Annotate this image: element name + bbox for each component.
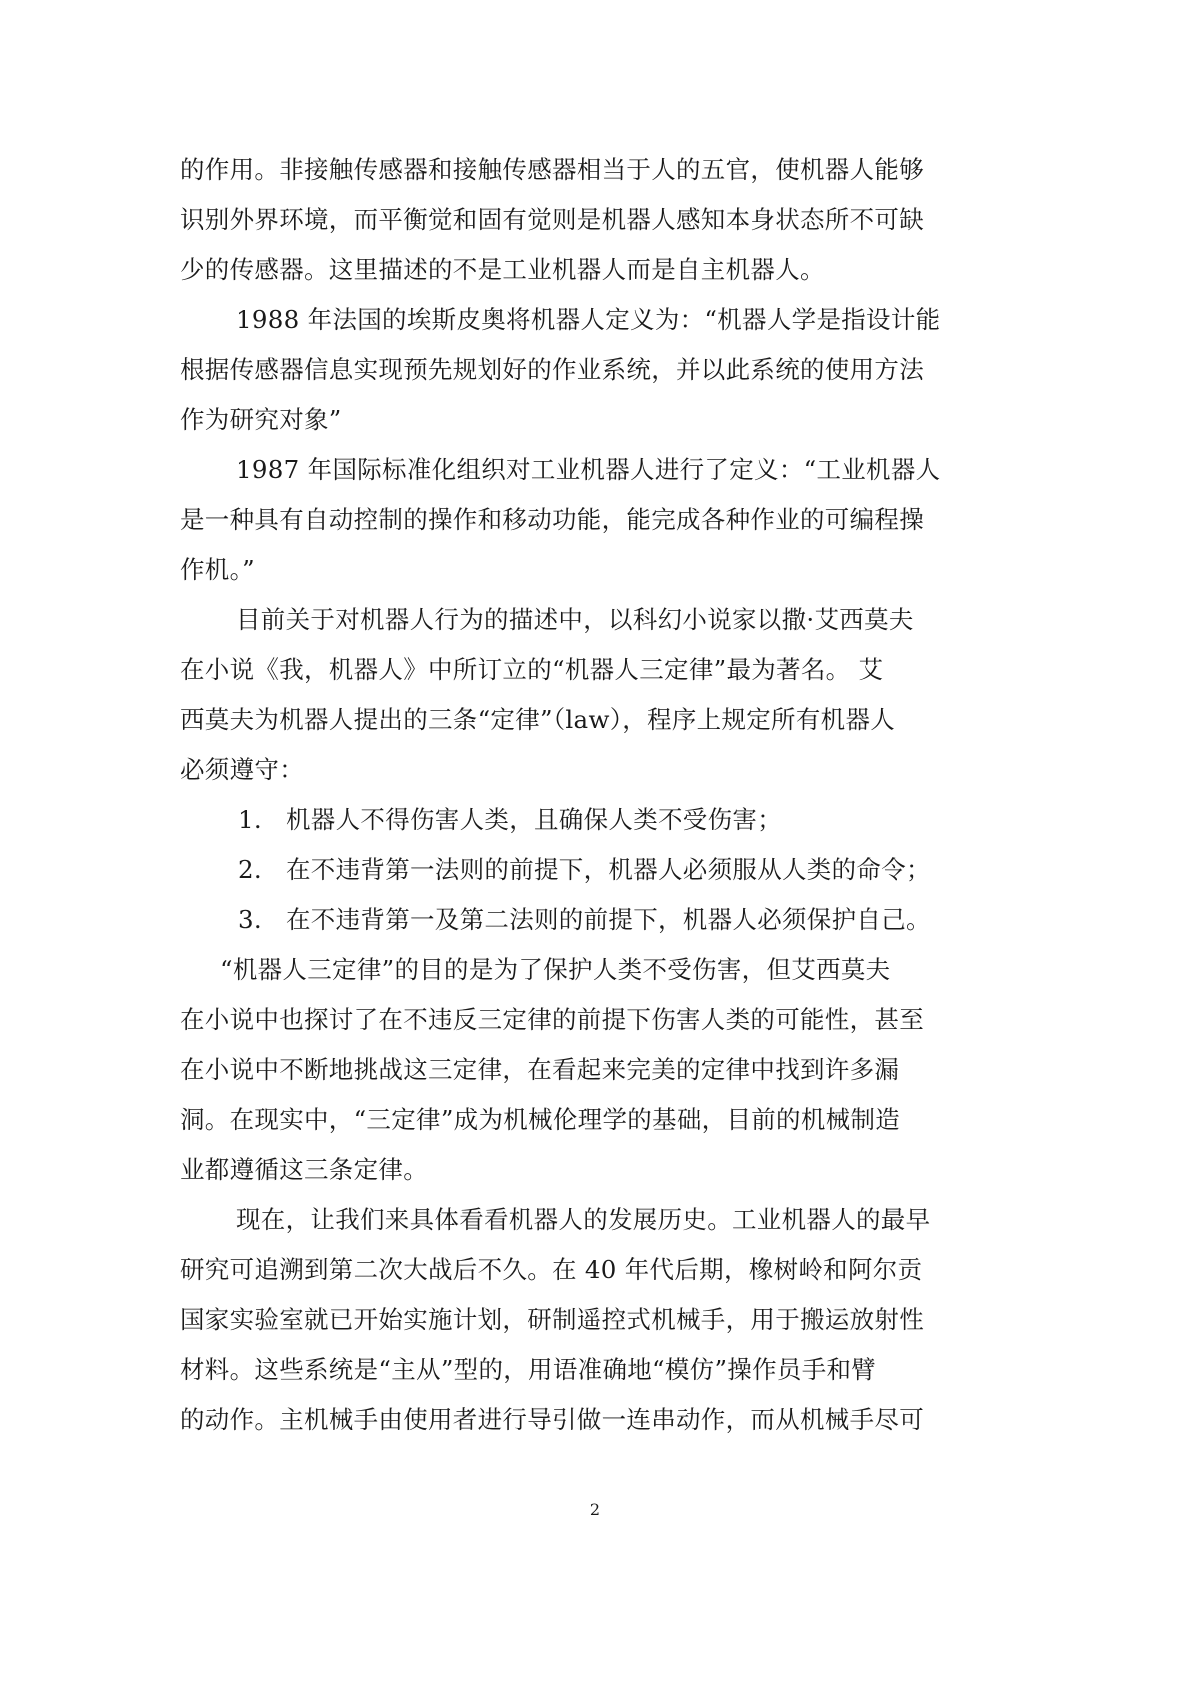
- list-item: [180, 895, 1010, 945]
- paragraph-robot-history: [180, 1195, 1010, 1445]
- text-line: “机器人三定律”的目的是为了保护人类不受伤害，但艾西莫夫: [220, 955, 891, 984]
- text-line: 1987 年国际标准化组织对工业机器人进行了定义：“工业机器人: [236, 455, 941, 484]
- text-line: 材料。这些系统是“主从”型的，用语准确地“模仿”操作员手和臂: [180, 1355, 877, 1384]
- list-item: [180, 845, 1010, 895]
- text-line: 在小说《我，机器人》中所订立的“机器人三定律”最为著名。 艾: [180, 655, 884, 684]
- text-line: 作为研究对象”: [180, 405, 342, 434]
- text-line: 现在，让我们来具体看看机器人的发展历史。工业机器人的最早: [236, 1205, 931, 1234]
- text-line: 识别外界环境，而平衡觉和固有觉则是机器人感知本身状态所不可缺: [180, 205, 924, 234]
- text-line: 的作用。非接触传感器和接触传感器相当于人的五官，使机器人能够: [180, 155, 924, 184]
- paragraph-asimov-intro: [180, 595, 1010, 795]
- text-line: 的动作。主机械手由使用者进行导引做一连串动作，而从机械手尽可: [180, 1405, 924, 1434]
- text-line: 在小说中也探讨了在不违反三定律的前提下伤害人类的可能性，甚至: [180, 1005, 924, 1034]
- body-text: [180, 145, 1010, 1445]
- text-line: 在小说中不断地挑战这三定律，在看起来完美的定律中找到许多漏: [180, 1055, 900, 1084]
- text-line: 洞。在现实中，“三定律”成为机械伦理学的基础，目前的机械制造: [180, 1105, 901, 1134]
- list-item-number: 1.: [238, 805, 262, 834]
- list-item-text: 机器人不得伤害人类，且确保人类不受伤害；: [286, 805, 782, 834]
- list-item-number: 2.: [238, 855, 262, 884]
- text-line: 根据传感器信息实现预先规划好的作业系统，并以此系统的使用方法: [180, 355, 924, 384]
- list-item: [180, 795, 1010, 845]
- text-line: 少的传感器。这里描述的不是工业机器人而是自主机器人。: [180, 255, 825, 284]
- text-line: 研究可追溯到第二次大战后不久。在 40 年代后期，橡树岭和阿尔贡: [180, 1255, 923, 1284]
- text-line: 1988 年法国的埃斯皮奥将机器人定义为：“机器人学是指设计能: [236, 305, 941, 334]
- paragraph-1988-definition: [180, 295, 1010, 445]
- paragraph-sensors: [180, 145, 1010, 295]
- text-line: 目前关于对机器人行为的描述中，以科幻小说家以撒·艾西莫夫: [236, 605, 914, 634]
- list-item-text: 在不违背第一法则的前提下，机器人必须服从人类的命令；: [286, 855, 931, 884]
- text-line: 业都遵循这三条定律。: [180, 1155, 428, 1184]
- page-number: 2: [589, 1500, 601, 1519]
- list-item-number: 3.: [238, 905, 262, 934]
- text-line: 是一种具有自动控制的操作和移动功能，能完成各种作业的可编程操: [180, 505, 924, 534]
- text-line: 必须遵守：: [180, 755, 304, 784]
- paragraph-three-laws-discussion: [180, 945, 1010, 1195]
- text-line: 作机。”: [180, 555, 255, 584]
- three-laws-list: [180, 795, 1010, 945]
- list-item-text: 在不违背第一及第二法则的前提下，机器人必须保护自己。: [286, 905, 931, 934]
- text-line: 西莫夫为机器人提出的三条“定律”（law），程序上规定所有机器人: [180, 705, 896, 734]
- paragraph-1987-iso-definition: [180, 445, 1010, 595]
- text-line: 国家实验室就已开始实施计划，研制遥控式机械手，用于搬运放射性: [180, 1305, 924, 1334]
